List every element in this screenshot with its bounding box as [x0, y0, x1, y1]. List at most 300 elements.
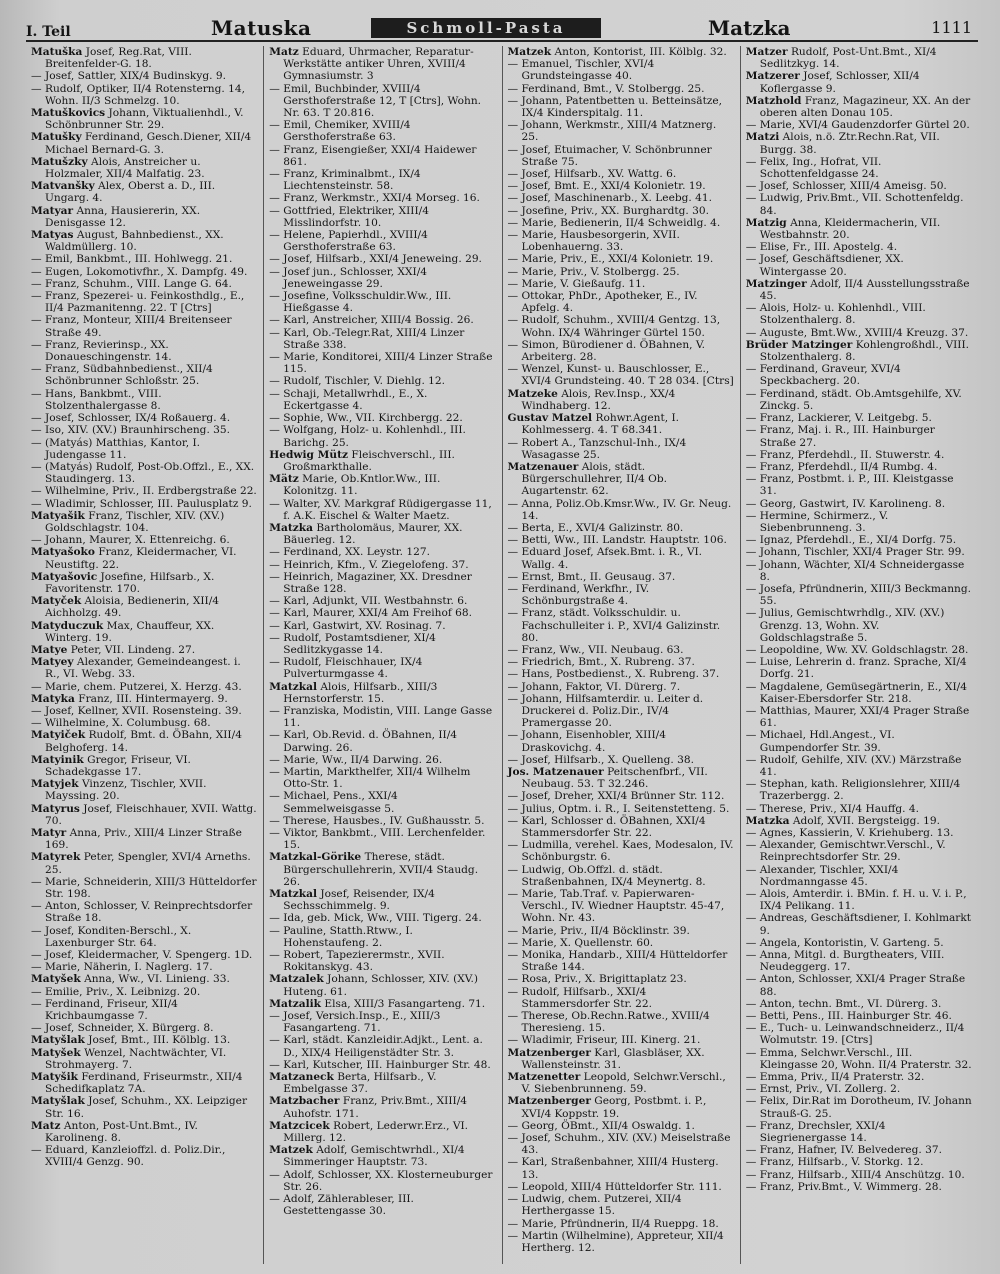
directory-entry [508, 363, 735, 387]
entry-surname: Matyšlak [31, 1095, 85, 1108]
entry-text: Peitschenfbrf., VII. Neubaug. 53. T 32.246. [521, 765, 708, 791]
directory-entry [31, 949, 258, 961]
entry-surname: Matzhold [745, 94, 802, 107]
entry-text: — Josef, Hilfsarb., XXI/4 Jeneweing. 29. [269, 253, 482, 266]
entry-surname: Matz [269, 46, 299, 58]
entry-text: — Johann, Hilfsamterdir. u. Leiter d. Druckerei d. Poliz.Dir., IV/4 Pramergasse 20. [507, 692, 704, 730]
entry-text: — Ludwig, chem. Putzerei, XII/4 Herthergasse 15. [507, 1193, 682, 1218]
entry-text: — Leopold, XIII/4 Hütteldorfer Str. 111. [507, 1180, 722, 1193]
entry-text: — Marie, Näherin, I. Naglerg. 17. [31, 961, 213, 974]
directory-entry [31, 1071, 258, 1095]
directory-entry [269, 144, 496, 168]
directory-entry [31, 229, 258, 253]
entry-text: — Anna, Mitgl. d. Burgtheaters, VIII. Neudeggerg. 17. [745, 949, 945, 974]
entry-text: — Gottfried, Elektriker, XIII/4 Misslindorfstr. 10. [269, 204, 429, 229]
entry-text: — Betti, Ww., III. Landstr. Hauptstr. 106. [507, 534, 727, 547]
directory-entry [746, 559, 973, 583]
directory-entry [508, 1010, 735, 1034]
entry-text: — Marie, Schneiderin, XIII/3 Hütteldorfer Str. 198. [31, 875, 257, 901]
directory-entry [746, 827, 973, 839]
directory-entry [269, 351, 496, 375]
entry-text: — Sophie, Ww., VII. Kirchbergg. 22. [269, 412, 463, 425]
directory-entry [508, 1095, 735, 1119]
entry-text: Kohlengroßhdl., VIII. Stolzenthalerg. 8. [759, 338, 970, 364]
directory-entry [508, 668, 735, 680]
directory-entry [31, 180, 258, 204]
entry-text: Berta, Hilfsarb., V. Embelgasse 37. [283, 1071, 437, 1096]
entry-text: — Emil, Buchbinder, XVIII/4 Gersthoferstraße 12, T [Ctrs], Wohn. Nr. 63. T 20.816. [269, 82, 482, 120]
directory-entry [746, 278, 973, 302]
directory-entry [746, 1010, 973, 1022]
directory-entry [31, 1120, 258, 1144]
directory-entry [31, 925, 258, 949]
entry-surname: Matzig [745, 216, 787, 229]
directory-entry [31, 498, 258, 510]
directory-entry [269, 729, 496, 753]
entry-text: Anna, Kleidermacherin, VII. Westbahnstr. 20. [759, 216, 941, 242]
entry-text: — Therese, Ob.Rechn.Ratwe., XVIII/4 Theresieng. 15. [507, 1010, 710, 1035]
entry-text: — Rudolf, Optiker, II/4 Rotensterng. 14, Wohn. II/3 Schmelzg. 10. [31, 82, 245, 107]
entry-text: Adolf, Gemischtwrhdl., XI/4 Simmeringer Hauptstr. 73. [283, 1144, 465, 1169]
directory-entry [269, 83, 496, 120]
directory-entry [508, 1132, 735, 1156]
directory-entry [508, 1193, 735, 1217]
entry-text: Elsa, XIII/3 Fasangarteng. 71. [324, 997, 486, 1010]
directory-entry [746, 656, 973, 680]
entry-text: — Wilhelmine, X. Columbusg. 68. [31, 717, 211, 730]
entry-surname: Matyašovic [31, 570, 98, 583]
page-header [26, 10, 978, 42]
entry-text: Rudolf, Bmt. d. ÖBahn, XII/4 Belghoferg. 14. [45, 729, 242, 754]
directory-entry [508, 656, 735, 668]
directory-entry [508, 534, 735, 546]
entry-surname: Matyduczuk [31, 619, 104, 632]
entry-text: Franz, Priv.Bmt., XIII/4 Auhofstr. 171. [283, 1095, 468, 1120]
entry-surname: Matzalik [269, 997, 322, 1010]
directory-entry [508, 644, 735, 656]
directory-entry [269, 827, 496, 851]
directory-entry [31, 778, 258, 802]
entry-text: — Viktor, Bankbmt., VIII. Lerchenfelder. 15. [269, 827, 486, 852]
entry-text: — Franz, Monteur, XIII/4 Breitenseer Straße 49. [31, 314, 232, 339]
directory-entry [508, 253, 735, 265]
directory-entry [31, 717, 258, 729]
directory-entry [31, 510, 258, 534]
entry-surname: Matyšek [31, 1046, 81, 1059]
directory-entry [508, 95, 735, 119]
entry-text: — Marie, Konditorei, XIII/4 Linzer Straße 115. [269, 351, 493, 376]
entry-text: Alex, Oberst a. D., III. Ungarg. 4. [45, 180, 216, 205]
entry-text: — Franz, Pferdehdl., II/4 Rumbg. 4. [745, 460, 938, 473]
directory-entry [31, 339, 258, 363]
directory-entry [31, 851, 258, 875]
entry-text: — Rudolf, Tischler, V. Diehlg. 12. [269, 375, 446, 388]
entry-surname: Matyas [31, 229, 74, 242]
entry-text: — Josef, Schneider, X. Bürgerg. 8. [31, 1022, 214, 1035]
entry-text: — Marie, Priv., V. Stolbergg. 25. [507, 265, 680, 278]
entry-surname: Matyšik [31, 1071, 78, 1084]
directory-entry [746, 1071, 973, 1083]
entry-text: — Anton, techn. Bmt., VI. Dürerg. 3. [745, 997, 942, 1010]
directory-entry [508, 681, 735, 693]
entry-text: — E., Tuch- u. Leinwandschneiderz., II/4 Wolmutstr. 19. [Ctrs] [745, 1022, 965, 1047]
directory-entry [269, 546, 496, 558]
entry-surname: Hedwig Mütz [269, 448, 348, 461]
entry-text: — Rudolf, Gehilfe, XIV. (XV.) Märzstraße 41. [745, 753, 962, 778]
directory-entry [31, 803, 258, 827]
entry-surname: Brüder Matzinger [745, 338, 853, 351]
entry-text: — Marie, Ww., II/4 Darwing. 26. [269, 753, 443, 766]
directory-entry [746, 363, 973, 387]
entry-text: Vinzenz, Tischler, XVII. Mayssing. 20. [45, 778, 207, 803]
entry-surname: Matyrek [31, 851, 81, 864]
directory-entry [269, 973, 496, 997]
entry-surname: Matzka [745, 814, 790, 827]
page-number: 1111 [931, 18, 972, 37]
directory-entry [269, 412, 496, 424]
entry-text: — Josef, Konditen-Berschl., X. Laxenburger Str. 64. [31, 924, 192, 949]
directory-entry [746, 95, 973, 119]
entry-text: Alois, Anstreicher u. Holzmaler, XII/4 Malfatig. 23. [45, 155, 205, 181]
directory-entry [508, 339, 735, 363]
first-headword: Matuska [211, 16, 312, 40]
directory-entry [269, 424, 496, 448]
directory-entry [508, 205, 735, 217]
entry-text: — Marie, Bedienerin, II/4 Schweidlg. 4. [507, 216, 721, 229]
directory-entry [269, 1034, 496, 1058]
directory-entry [31, 705, 258, 717]
entry-text: — Anton, Schlosser, XXI/4 Prager Straße 88. [745, 973, 966, 998]
entry-text: — Rudolf, Hilfsarb., XXI/4 Stammersdorfer Str. 22. [507, 985, 653, 1010]
directory-entry [269, 1120, 496, 1144]
directory-entry [269, 1193, 496, 1217]
entry-text: — Alexander, Gemischtwr.Verschl., V. Reinprechtsdorfer Str. 29. [745, 839, 946, 864]
directory-entry [508, 412, 735, 436]
directory-entry [508, 229, 735, 253]
entry-surname: Matzer [745, 46, 788, 58]
entry-surname: Matzerer [745, 70, 800, 83]
directory-entry [508, 180, 735, 192]
directory-entry [269, 1144, 496, 1168]
entry-text: — Auguste, Bmt.Ww., XVIII/4 Kreuzg. 37. [745, 326, 969, 339]
directory-entry [269, 705, 496, 729]
directory-entry [31, 156, 258, 180]
entry-text: — Ernst, Bmt., II. Geusaug. 37. [507, 570, 676, 583]
directory-entry [269, 290, 496, 314]
entry-text: — Johann, Wächter, XI/4 Schneidergasse 8. [745, 558, 965, 583]
directory-entry [508, 278, 735, 290]
directory-entry [508, 290, 735, 314]
entry-text: — Ferdinand, XX. Leystr. 127. [269, 546, 430, 559]
entry-surname: Matyey [31, 656, 74, 669]
entry-surname: Matvanšky [31, 180, 95, 193]
directory-entry [508, 803, 735, 815]
entry-text: — Marie, X. Quellenstr. 60. [507, 936, 654, 949]
entry-text: — Ludmilla, verehel. Kaes, Modesalon, IV. Schönburgstr. 6. [507, 839, 734, 864]
entry-text: — Johann, Patentbetten u. Betteinsätze, IX/4 Kinderspitalg. 11. [507, 94, 723, 120]
directory-entry [269, 314, 496, 326]
directory-entry [508, 388, 735, 412]
entry-text: — Anna, Poliz.Ob.Kmsr.Ww., IV. Gr. Neug. 14. [507, 497, 732, 522]
entry-text: — Josef, Etuimacher, V. Schönbrunner Straße 75. [507, 143, 712, 168]
entry-surname: Jos. Matzenauer [507, 765, 604, 778]
entry-text: Anton, Kontorist, III. Kölblg. 32. [554, 46, 727, 58]
directory-entry [508, 1181, 735, 1193]
directory-entry [31, 998, 258, 1022]
directory-entry [31, 70, 258, 82]
directory-entry [746, 412, 973, 424]
directory-entry [269, 925, 496, 949]
entry-surname: Matyašoko [31, 546, 95, 559]
entry-text: — Franz, Spezerei- u. Feinkosthdlg., E., II/4 Pazmanitenng. 22. T [Ctrs] [31, 290, 245, 315]
directory-entry [269, 912, 496, 924]
directory-entry [746, 388, 973, 412]
entry-text: — Alois, Holz- u. Kohlenhdl., VIII. Stolzenthalerg. 8. [745, 302, 926, 327]
directory-entry [31, 46, 258, 70]
directory-entry [508, 1218, 735, 1230]
entry-text: — Adolf, Schlosser, XX. Klosterneuburger Str. 26. [269, 1168, 493, 1193]
entry-text: — Ferdinand, Graveur, XVI/4 Speckbacherg. 20. [745, 363, 901, 388]
entry-text: — Franz, Priv.Bmt., V. Wimmerg. 28. [745, 1180, 942, 1193]
directory-entry [31, 1047, 258, 1071]
directory-entry [746, 607, 973, 644]
entry-text: — Alois, Amterdir. i. BMin. f. H. u. V. i. P., IX/4 Pelikang. 11. [745, 888, 967, 913]
directory-entry [31, 1022, 258, 1034]
entry-text: Adolf, XVII. Bergsteigg. 19. [792, 814, 941, 827]
entry-text: — Josef, Sattler, XIX/4 Budinskyg. 9. [31, 70, 226, 83]
directory-entry [746, 888, 973, 912]
directory-entry [508, 815, 735, 839]
directory-entry [508, 217, 735, 229]
directory-entry [269, 595, 496, 607]
entry-surname: Matyrus [31, 802, 80, 815]
directory-entry [31, 314, 258, 338]
directory-entry [31, 693, 258, 705]
entry-text: — Agnes, Kassierin, V. Kriehuberg. 13. [745, 827, 954, 839]
entry-text: — Georg, Gastwirt, IV. Karolineng. 8. [745, 497, 946, 510]
entry-text: — Wladimir, Friseur, III. Kinerg. 21. [507, 1034, 701, 1047]
entry-text: — Rudolf, Postamtsdiener, XI/4 Sedlitzkygasse 14. [269, 631, 436, 656]
entry-text: — Karl, Straßenbahner, XIII/4 Husterg. 13. [507, 1156, 719, 1181]
directory-entry [746, 302, 973, 326]
directory-entry [508, 693, 735, 730]
entry-text: — Andreas, Geschäftsdiener, I. Kohlmarkt 9. [745, 912, 972, 937]
directory-entry [508, 314, 735, 338]
directory-entry [746, 815, 973, 827]
directory-entry [269, 1095, 496, 1119]
directory-entry [746, 1144, 973, 1156]
column-4 [740, 46, 978, 1264]
entry-text: — Felix, Dir.Rat im Dorotheum, IV. Johann Strauß-G. 25. [745, 1095, 972, 1120]
entry-text: — Karl, Ob.-Telegr.Rat, XIII/4 Linzer Straße 338. [269, 326, 465, 351]
entry-text: Fleischverschl., III. Großmarkthalle. [283, 448, 455, 473]
directory-entry [269, 327, 496, 351]
entry-surname: Mätz [269, 473, 299, 486]
entry-text: — Josef, Schlosser, IX/4 Roßauerg. 4. [31, 412, 231, 425]
directory-entry [31, 534, 258, 546]
directory-entry [31, 388, 258, 412]
entry-text: — Josef, Kellner, XVII. Rosensteing. 39. [31, 704, 242, 717]
entry-text: — Eugen, Lokomotivfhr., X. Dampfg. 49. [31, 265, 248, 278]
entry-text: — Franz, Werkmstr., XXI/4 Morseg. 16. [269, 192, 480, 205]
entry-surname: Matyček [31, 595, 82, 608]
entry-text: — Johann, Maurer, X. Ettenreichg. 6. [31, 534, 230, 547]
directory-entry [508, 1230, 735, 1254]
entry-surname: Matuškovics [31, 107, 106, 120]
directory-entry [508, 83, 735, 95]
directory-entry [269, 790, 496, 814]
entry-text: — Marie, Pfründnerin, II/4 Rueppg. 18. [507, 1217, 719, 1230]
entry-text: — Therese, Priv., XI/4 Hauffg. 4. [745, 802, 919, 815]
directory-entry [746, 803, 973, 815]
directory-entry [746, 217, 973, 241]
directory-entry [31, 729, 258, 753]
directory-entry [746, 241, 973, 253]
directory-entry [508, 498, 735, 522]
entry-surname: Matzaneck [269, 1071, 334, 1084]
entry-text: — Ferdinand, Friseur, XII/4 Krichbaumgasse 7. [31, 997, 178, 1023]
directory-entry [31, 754, 258, 778]
directory-entry [746, 449, 973, 461]
directory-entry [269, 205, 496, 229]
directory-entry [508, 583, 735, 607]
entry-text: August, Bahnbedienst., XX. Waldmüllerg. 10. [45, 229, 224, 254]
entry-text: — Heinrich, Magaziner, XX. Dresdner Straße 128. [269, 570, 472, 595]
directory-entry [746, 339, 973, 363]
entry-text: — Elise, Fr., III. Apostelg. 4. [745, 241, 898, 254]
entry-text: — Betti, Pens., III. Hainburger Str. 46. [745, 1010, 952, 1023]
entry-text: — Franz, Ww., VII. Neubaug. 63. [507, 643, 684, 656]
entry-text: — Wladimir, Schlosser, III. Paulusplatz 9. [31, 497, 252, 510]
entry-text: — Franz, Lackierer, V. Leitgebg. 5. [745, 412, 932, 425]
entry-text: — Franz, Hilfsarb., V. Storkg. 12. [745, 1156, 924, 1169]
directory-entry [746, 729, 973, 753]
entry-text: Max, Chauffeur, XX. Winterg. 19. [45, 619, 215, 644]
entry-text: Alois, Rev.Insp., XX/4 Windhaberg. 12. [521, 387, 676, 412]
directory-entry [508, 58, 735, 82]
directory-entry [269, 620, 496, 632]
entry-text: — Franz, Maj. i. R., III. Hainburger Straße 27. [745, 424, 935, 449]
entry-text: — Berta, E., XVI/4 Galizinstr. 80. [507, 521, 684, 534]
directory-entry [508, 46, 735, 58]
directory-entry [269, 46, 496, 83]
directory-entry [746, 192, 973, 216]
entry-text: Franz, Tischler, XIV. (XV.) Goldschlagstr. 104. [45, 509, 225, 534]
directory-entry [508, 1047, 735, 1071]
entry-text: — Rudolf, Fleischhauer, IX/4 Pulverturmgasse 4. [269, 656, 423, 681]
entry-surname: Matzbacher [269, 1095, 340, 1108]
directory-entry [269, 253, 496, 265]
entry-surname: Matyšek [31, 973, 81, 986]
entry-text: — Johann, Werkmstr., XIII/4 Matznerg. 25. [507, 119, 717, 144]
directory-entry [746, 864, 973, 888]
entry-text: — Wolfgang, Holz- u. Kohlenhdl., III. Barichg. 25. [269, 424, 466, 449]
entry-text: Robert, Lederwr.Erz., VI. Millerg. 12. [283, 1119, 469, 1145]
entry-text: Franz, Magazineur, XX. An der oberen alten Donau 105. [759, 94, 971, 120]
entry-surname: Matyiček [31, 729, 86, 742]
directory-entry [269, 754, 496, 766]
directory-entry [31, 900, 258, 924]
entry-surname: Matzinger [745, 277, 807, 290]
entry-text: — Johann, Faktor, VI. Dürerg. 7. [507, 680, 681, 693]
entry-text: — (Matyás) Matthias, Kantor, I. Judengasse 11. [31, 436, 201, 461]
entry-text: — Heinrich, Kfm., V. Ziegelofeng. 37. [269, 558, 469, 571]
entry-surname: Matyka [31, 692, 75, 705]
directory-entry [31, 1144, 258, 1168]
entry-text: — (Matyás) Rudolf, Post-Ob.Offzl., E., XX. Staudingerg. 13. [31, 460, 255, 486]
directory-entry [269, 473, 496, 497]
entry-text: Josef, Reg.Rat, VIII. Breitenfelder-G. 18. [45, 46, 192, 71]
directory-entry [508, 266, 735, 278]
entry-text: Anton, Post-Unt.Bmt., IV. Karolineng. 8. [45, 1119, 198, 1145]
directory-entry [31, 290, 258, 314]
entry-text: — Hermine, Schirmerz., V. Siebenbrunneng. 3. [745, 509, 889, 534]
directory-entry [746, 70, 973, 94]
entry-text: Bartholomäus, Maurer, XX. Bäuerleg. 12. [283, 521, 463, 547]
directory-entry [508, 144, 735, 168]
entry-surname: Matzi [745, 131, 780, 144]
entry-text: — Pauline, Statth.Rtww., I. Hohenstaufeng. 2. [269, 924, 413, 949]
entry-surname: Matzkal-Görike [269, 851, 362, 864]
entry-text: — Ernst, Priv., VI. Zollerg. 2. [745, 1083, 901, 1096]
directory-entry [508, 607, 735, 644]
directory-entry [746, 705, 973, 729]
entry-text: — Karl, Gastwirt, XV. Rosinag. 7. [269, 619, 446, 632]
entry-surname: Matzkal [269, 680, 317, 693]
directory-entry [746, 180, 973, 192]
entry-text: — Ignaz, Pferdehdl., E., XI/4 Dorfg. 75. [745, 534, 957, 547]
directory-entry [746, 253, 973, 277]
entry-text: — Martin (Wilhelmine), Appreteur, XII/4 Hertherg. 12. [507, 1229, 724, 1254]
entry-text: — Ferdinand, Bmt., V. Stolbergg. 25. [507, 82, 705, 95]
entry-text: — Felix, Ing., Hofrat, VII. Schottenfeldgasse 24. [745, 155, 882, 181]
directory-entry [508, 729, 735, 753]
entry-surname: Matzek [507, 46, 552, 58]
directory-entry [508, 839, 735, 863]
entry-surname: Matyašik [31, 509, 85, 522]
entry-text: — Josef, Bmt. E., XXI/4 Kolonietr. 19. [507, 180, 706, 193]
directory-entry [269, 632, 496, 656]
directory-entry [269, 498, 496, 522]
entry-surname: Matzeke [507, 387, 558, 400]
directory-entry [269, 656, 496, 680]
directory-entry [508, 766, 735, 790]
entry-text: — Matthias, Maurer, XXI/4 Prager Straße 61. [745, 704, 970, 730]
entry-text: Marie, Ob.Kntlor.Ww., III. Kolonitzg. 11. [283, 473, 441, 498]
directory-entry [508, 522, 735, 534]
directory-entry [508, 546, 735, 570]
entry-surname: Matzenberger [507, 1046, 591, 1059]
entry-text: Josef, Bmt., III. Kölblg. 13. [88, 1034, 231, 1047]
entry-text: — Emma, Priv., II/4 Praterstr. 32. [745, 1071, 925, 1084]
directory-entry [31, 253, 258, 265]
entry-surname: Matzcicek [269, 1119, 330, 1132]
directory-entry [746, 912, 973, 936]
directory-entry [31, 278, 258, 290]
entry-text: — Eduard Josef, Afsek.Bmt. i. R., VI. Wallg. 4. [507, 546, 703, 571]
entry-surname: Matzka [269, 521, 313, 534]
entry-text: — Michael, Pens., XXI/4 Semmelweisgasse 5. [269, 790, 398, 815]
entry-text: — Julius, Gemischtwrhdlg., XIV. (XV.) Grenzg. 13, Wohn. XV. Goldschlagstraße 5. [745, 607, 945, 644]
entry-text: Wenzel, Nachtwächter, VI. Strohmayerg. 7. [45, 1046, 227, 1071]
directory-entry [269, 229, 496, 253]
entry-text: — Angela, Kontoristin, V. Garteng. 5. [745, 936, 944, 949]
entry-text: — Ferdinand, städt. Ob.Amtsgehilfe, XV. Zinckg. 5. [745, 387, 962, 412]
directory-entry [746, 327, 973, 339]
directory-entry [269, 1010, 496, 1034]
entry-text: — Karl, städt. Kanzleidir.Adjkt., Lent. a. D., XIX/4 Heiligenstädter Str. 3. [269, 1034, 483, 1059]
directory-entry [508, 973, 735, 985]
